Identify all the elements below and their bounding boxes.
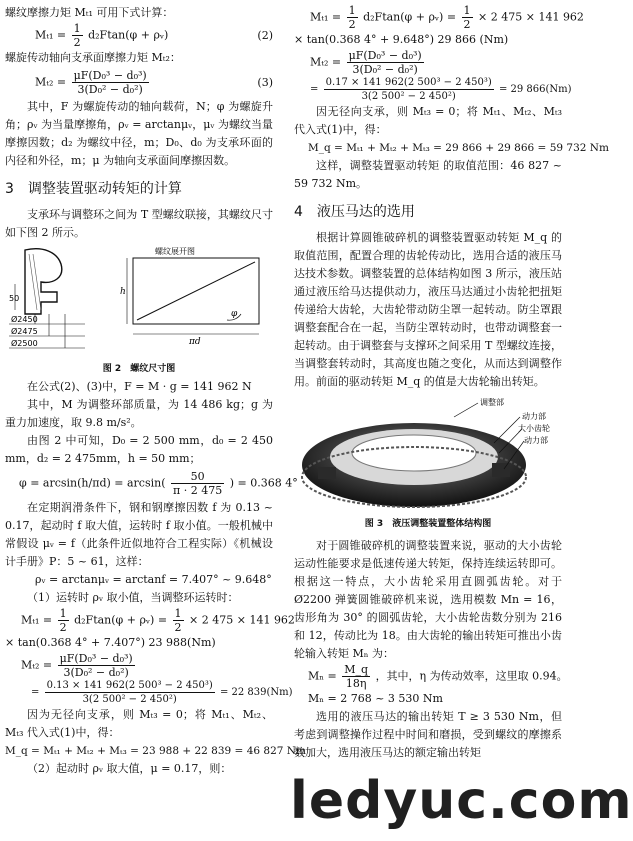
fraction: $\frac{1}{2}$: [59, 607, 67, 634]
equation-mt2-running-value: = $\frac{\text{0.13 × 141 962(2 500³ − 2 450³)}}{\text{3(2 500² − 2 450²)}}$ = 22 839(Nm): [31, 680, 293, 705]
fraction: $\frac{1}{2}$: [463, 4, 471, 31]
box-title: 螺纹展开图: [155, 247, 195, 256]
equation-mn: Mₙ = $\frac{M\_q}{18\eta}$ ，其中，η 为传动效率，这里取 0.94。: [308, 663, 568, 690]
paragraph-friction: 在定期润滑条件下，钢和钢摩擦因数 f 为 0.13 ~ 0.17，起动时 f 取大值，运转时 f 取小值。一般机械中常假设 μᵥ = f（此条件近似地符合工程实际）《机械设计手册》P：5 ~ 61，这样：: [5, 501, 273, 568]
label-power-2: 动力部: [524, 436, 548, 445]
paragraph-thread-intro: 支承环与调整环之间为 T 型螺纹联接，其螺纹尺寸如下图 2 所示。: [5, 208, 273, 239]
equation-rho: ρᵥ = arctanμᵥ = arctanf = 7.407° ~ 9.648°: [35, 573, 272, 586]
fraction: $\frac{\text{μF(D₀³ − d₀³)}}{\text{3(D₀² − d₀²)}}$: [348, 49, 422, 76]
right-column: [294, 4, 609, 762]
figure-3: [294, 393, 562, 535]
label-gears: 大小齿轮: [518, 424, 550, 433]
equation-2: Mₜ₁ = $\frac{1}{2}$ d₂Ftan(φ + ρᵥ) (2): [35, 22, 273, 49]
fraction: $\frac{\text{0.13 × 141 962(2 500³ − 2 450³)}}{\text{3(2 500² − 2 450²)}}$: [46, 680, 213, 705]
equation-mt2-running: Mₜ₂ = $\frac{\text{μF(D₀³ − d₀³)}}{\text{3(D₀² − d₀²)}}$: [21, 652, 133, 679]
fraction: $\frac{1}{2}$: [174, 607, 182, 634]
section-4-heading: 4 液压马达的选用: [294, 204, 415, 220]
equation-mt1-starting-cont: × tan(0.368 4° + 9.648°) 29 866 (Nm): [294, 33, 509, 46]
equation-3: Mₜ₂ = $\frac{\text{μF(D₀³ − d₀³)}}{\text{3(D₀² − d₀²)}}$ (3): [35, 69, 273, 96]
equation-number: (3): [257, 75, 273, 89]
adjustment-device-photo: [294, 393, 562, 517]
left-line-1: 螺纹摩擦力矩 Mₜ₁ 可用下式计算：: [5, 6, 174, 19]
equation-mq-running: M_q = Mₜ₁ + Mₜ₂ + Mₜ₃ = 23 988 + 22 839 = 46 827 Nm: [5, 745, 306, 757]
dia-2475: Ø2475: [11, 327, 38, 336]
equation-mt2-starting: Mₜ₂ = $\frac{\text{μF(D₀³ − d₀³)}}{\text{3(D₀² − d₀²)}}$: [310, 49, 422, 76]
figure-2-caption: 图 2 螺纹尺寸图: [102, 364, 176, 374]
paragraph-substitute-2: 因无径向支承，则 Mₜ₃ = 0；将 Mₜ₁、Mₜ₂、Mₜ₃ 代入式(1)中，得：: [294, 105, 562, 136]
equation-mt2-starting-value: = $\frac{\text{0.17 × 141 962(2 500³ − 2 450³)}}{\text{3(2 500² − 2 450²)}}$ = 29 866(Nm): [310, 77, 572, 102]
paragraph-motor-choice: 选用的液压马达的输出转矩 T ≥ 3 530 Nm，但考虑到调整操作过程中时间和磨损，受到螺纹的摩擦系数加大，选用液压马达的额定输出转矩: [294, 710, 562, 759]
equation-mn-range: Mₙ = 2 768 ~ 3 530 Nm: [308, 692, 443, 705]
paragraph-substitute-1: 因为无径向支承，则 Mₜ₃ = 0；将 Mₜ₁、Mₜ₂、Mₜ₃ 代入式(1)中，得：: [5, 708, 273, 739]
paragraph-force: 在公式(2)、(3)中，F = M · g = 141 962 N: [27, 380, 252, 393]
label-pid: πd: [189, 337, 201, 347]
section-3-heading: 3 调整装置驱动转矩的计算: [5, 181, 182, 197]
fraction: $\frac{M\_q}{18\eta}$: [344, 663, 369, 690]
label-phi: φ: [231, 309, 238, 319]
fraction: $\frac{\text{μF(D₀³ − d₀³)}}{\text{3(D₀² − d₀²)}}$: [73, 69, 147, 96]
paragraph-dimensions: 由图 2 中可知，D₀ = 2 500 mm，d₀ = 2 450 mm，d₂ = 2 475mm，h = 50 mm；: [5, 434, 273, 465]
figure-3-caption: 图 3 液压调整装置整体结构图: [364, 519, 492, 529]
case-1-running: （1）运转时 ρᵥ 取小值，当调整环运转时：: [27, 591, 239, 604]
fraction: $\frac{\text{0.17 × 141 962(2 500³ − 2 450³)}}{\text{3(2 500² − 2 450²)}}$: [325, 77, 492, 102]
label-h: h: [120, 287, 126, 297]
equation-mt1-starting: Mₜ₁ = $\frac{1}{2}$ d₂Ftan(φ + ρᵥ) = $\frac{1}{2}$ × 2 475 × 141 962: [310, 4, 584, 31]
left-line-2: 螺旋传动轴向支承面摩擦力矩 Mₜ₂：: [5, 51, 181, 64]
label-50: 50: [9, 294, 20, 303]
watermark: ledyuc.com: [290, 771, 633, 831]
equation-mt1-running: Mₜ₁ = $\frac{1}{2}$ d₂Ftan(φ + ρᵥ) = $\frac{1}{2}$ × 2 475 × 141 962: [21, 607, 295, 634]
equation-number: (2): [257, 28, 273, 42]
equation-mt1-running-cont: × tan(0.368 4° + 7.407°) 23 988(Nm): [5, 636, 216, 649]
fraction: $\frac{1}{2}$: [73, 22, 81, 49]
paragraph-mass: 其中，M 为调整环部质量，为 14 486 kg；g 为重力加速度，取 9.8 m/s²。: [5, 398, 273, 429]
equation-phi: φ = arcsin(h/πd) = arcsin( $\frac{50}{\pi \cdot 2 475}$ ) = 0.368 4°: [19, 470, 298, 497]
case-2-starting: （2）起动时 ρᵥ 取大值，μ = 0.17，则：: [27, 762, 232, 775]
equation-mq-starting: M_q = Mₜ₁ + Mₜ₂ + Mₜ₃ = 29 866 + 29 866 = 59 732 Nm: [308, 142, 609, 154]
dia-2500: Ø2500: [11, 339, 38, 348]
figure-2: [5, 244, 273, 376]
paragraph-variables: 其中，F 为螺旋传动的轴向载荷，N；φ 为螺旋升角；ρᵥ 为当量摩擦角，ρᵥ = arctanμᵥ，μᵥ 为螺纹当量摩擦因数；d₂ 为螺纹中径，m；D₀、d₀ 为支承环面的内径和外径，m；μ 为轴向支承面间摩擦因数。: [5, 100, 273, 167]
dia-2450: Ø2450: [11, 315, 38, 324]
paragraph-range: 这样，调整装置驱动转矩 的取值范围：46 827 ~ 59 732 Nm。: [294, 159, 562, 190]
fraction: $\frac{1}{2}$: [348, 4, 356, 31]
fraction: $\frac{50}{\pi \cdot 2 475}$: [173, 470, 223, 497]
paragraph-gears: 对于圆锥破碎机的调整装置来说，驱动的大小齿轮运动性能要求是低速传递大转矩，保持连续运转即可。根据这一特点，大小齿轮采用直圆弧齿轮。对于 Ø2200 弹簧圆锥破碎机来说，选用模数 Mn = 16，齿形角为 30° 的圆弧齿轮，大小齿轮齿数分别为 216 和 12，传动比为 18。由大齿轮的输出转矩可推出小齿轮输入转矩 Mₙ 为：: [294, 539, 562, 660]
left-column: [5, 4, 306, 778]
paragraph-hydraulic: 根据计算圆锥破碎机的调整装置驱动转矩 M_q 的取值范围，配置合理的齿轮传动比，选用合适的液压马达技术参数。调整装置的总体结构如图 3 所示，液压站通过液压给马达提供动力，液压马达通过小齿轮把扭矩传递给大齿轮，大齿轮带动防尘罩一起转动。防尘罩跟调整套配合在一起，当防尘罩转动时，也带动调整套一起转动。由于调整套与支撑环之间采用 T 型螺纹连接，当调整套转动时，其高度也随之变化，从而达到调整作用。前面的驱动转矩 M_q 的值是大齿轮输出转矩。: [294, 231, 562, 388]
thread-dimension-drawing: [5, 244, 273, 362]
label-adjust: 调整部: [480, 398, 504, 407]
fraction: $\frac{\text{μF(D₀³ − d₀³)}}{\text{3(D₀² − d₀²)}}$: [59, 652, 133, 679]
label-power-1: 动力部: [522, 412, 546, 421]
